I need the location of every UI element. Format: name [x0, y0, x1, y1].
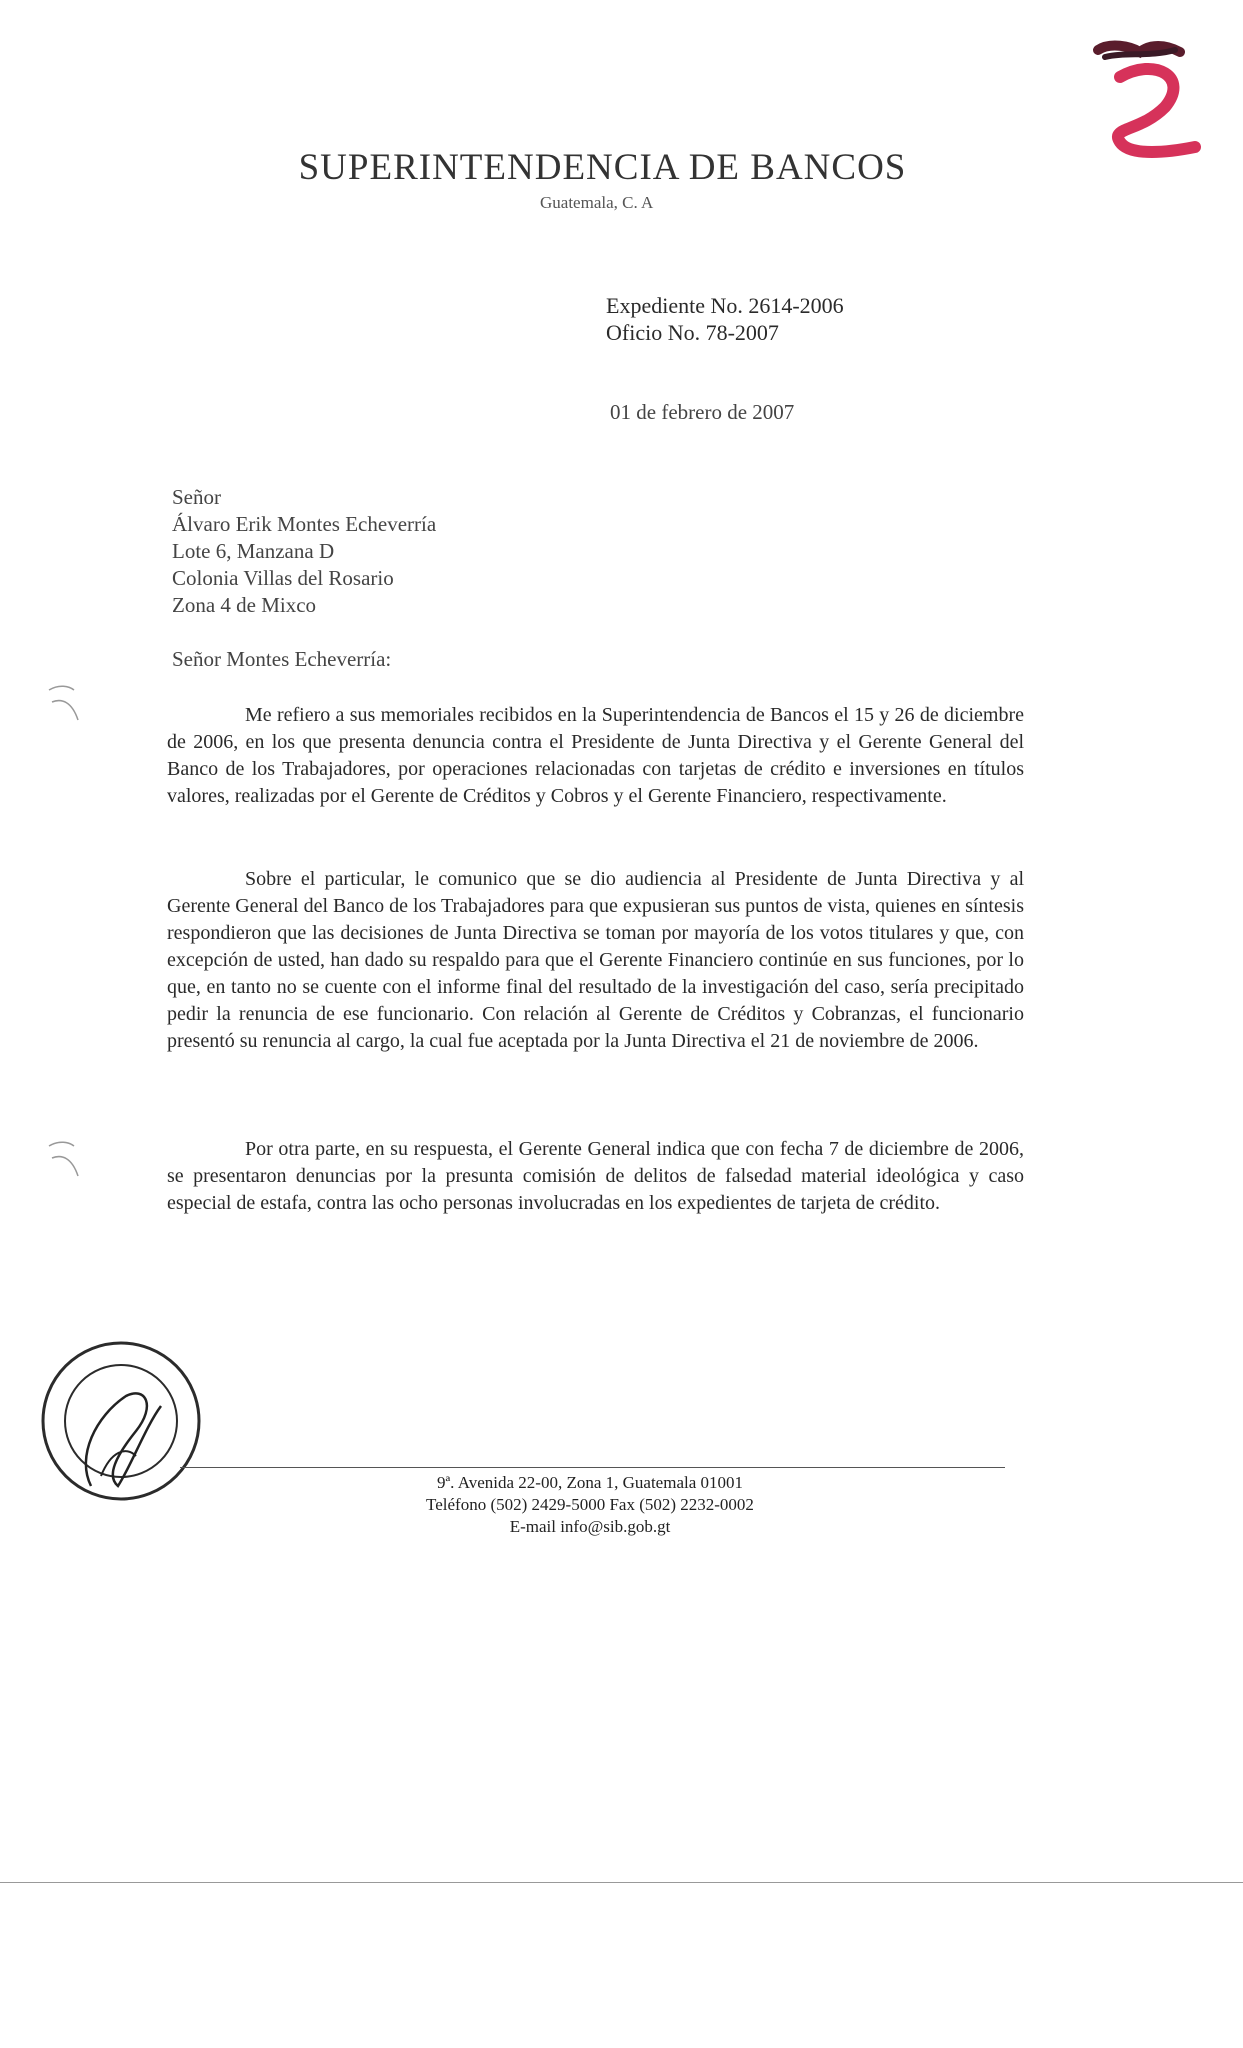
footer-phone: Teléfono (502) 2429-5000 Fax (502) 2232-0002: [426, 1495, 754, 1514]
body-paragraph-3: [167, 1136, 1024, 1217]
recipient-line3: Zona 4 de Mixco: [172, 593, 317, 617]
page-edge-line: [0, 1882, 1243, 1883]
salutation: Señor Montes Echeverría:: [172, 647, 392, 671]
body-paragraph-2: [167, 866, 1024, 1055]
footer-divider: [180, 1467, 1005, 1468]
footer-email: E-mail info@sib.gob.gt: [509, 1517, 671, 1536]
body-text: Por otra parte, en su respuesta, el Gerente General indica que con fecha 7 de diciembre de 2006, se presentaron denuncias por la presunta comisión de delitos de falsedad material ideológica y caso especial de estafa, contra las ocho personas involucradas en los expedientes de tarjeta de crédito.: [167, 1138, 1024, 1214]
body-paragraph-1: [167, 702, 1024, 810]
recipient-name: Álvaro Erik Montes Echeverría: [172, 512, 437, 536]
footer-address: 9ª. Avenida 22-00, Zona 1, Guatemala 01001: [436, 1473, 744, 1492]
body-text: Me refiero a sus memoriales recibidos en la Superintendencia de Bancos el 15 y 26 de diciembre de 2006, en los que presenta denuncia contra el Presidente de Junta Directiva y el Gerente General del Banco de los Trabajadores, por operaciones relacionadas con tarjetas de crédito e inversiones en títulos valores, realizadas por el Gerente de Créditos y Cobros y el Gerente Financiero, respectivamente.: [167, 704, 1024, 807]
body-text: Sobre el particular, le comunico que se dio audiencia al Presidente de Junta Directiva y al Gerente General del Banco de los Trabajadores para que expusieran sus puntos de vista, quienes en síntesis respondieron que las decisiones de Junta Directiva se toman por mayoría de los votos titulares y que, con excepción de usted, han dado su respaldo para que el Gerente Financiero continúe en sus funciones, por lo que, en tanto no se cuente con el informe final del resultado de la investigación del caso, sería precipitado pedir la renuncia de ese funcionario. Con relación al Gerente de Créditos y Cobranzas, el funcionario presentó su renuncia al cargo, la cual fue aceptada por la Junta Directiva el 21 de noviembre de 2006.: [167, 868, 1024, 1052]
recipient-line1: Lote 6, Manzana D: [172, 539, 335, 563]
punch-mark-top: [44, 680, 84, 730]
punch-mark-bottom: [44, 1136, 84, 1186]
recipient-block: [172, 484, 436, 619]
recipient-title: Señor: [172, 485, 221, 509]
official-seal: [36, 1336, 206, 1506]
expediente-number: Expediente No. 2614-2006: [606, 293, 844, 318]
oficio-number: Oficio No. 78-2007: [606, 320, 779, 345]
letter-date: 01 de febrero de 2007: [610, 400, 795, 424]
recipient-line2: Colonia Villas del Rosario: [172, 566, 394, 590]
location: Guatemala, C. A: [540, 193, 654, 212]
organization-name: SUPERINTENDENCIA DE BANCOS: [298, 147, 907, 188]
